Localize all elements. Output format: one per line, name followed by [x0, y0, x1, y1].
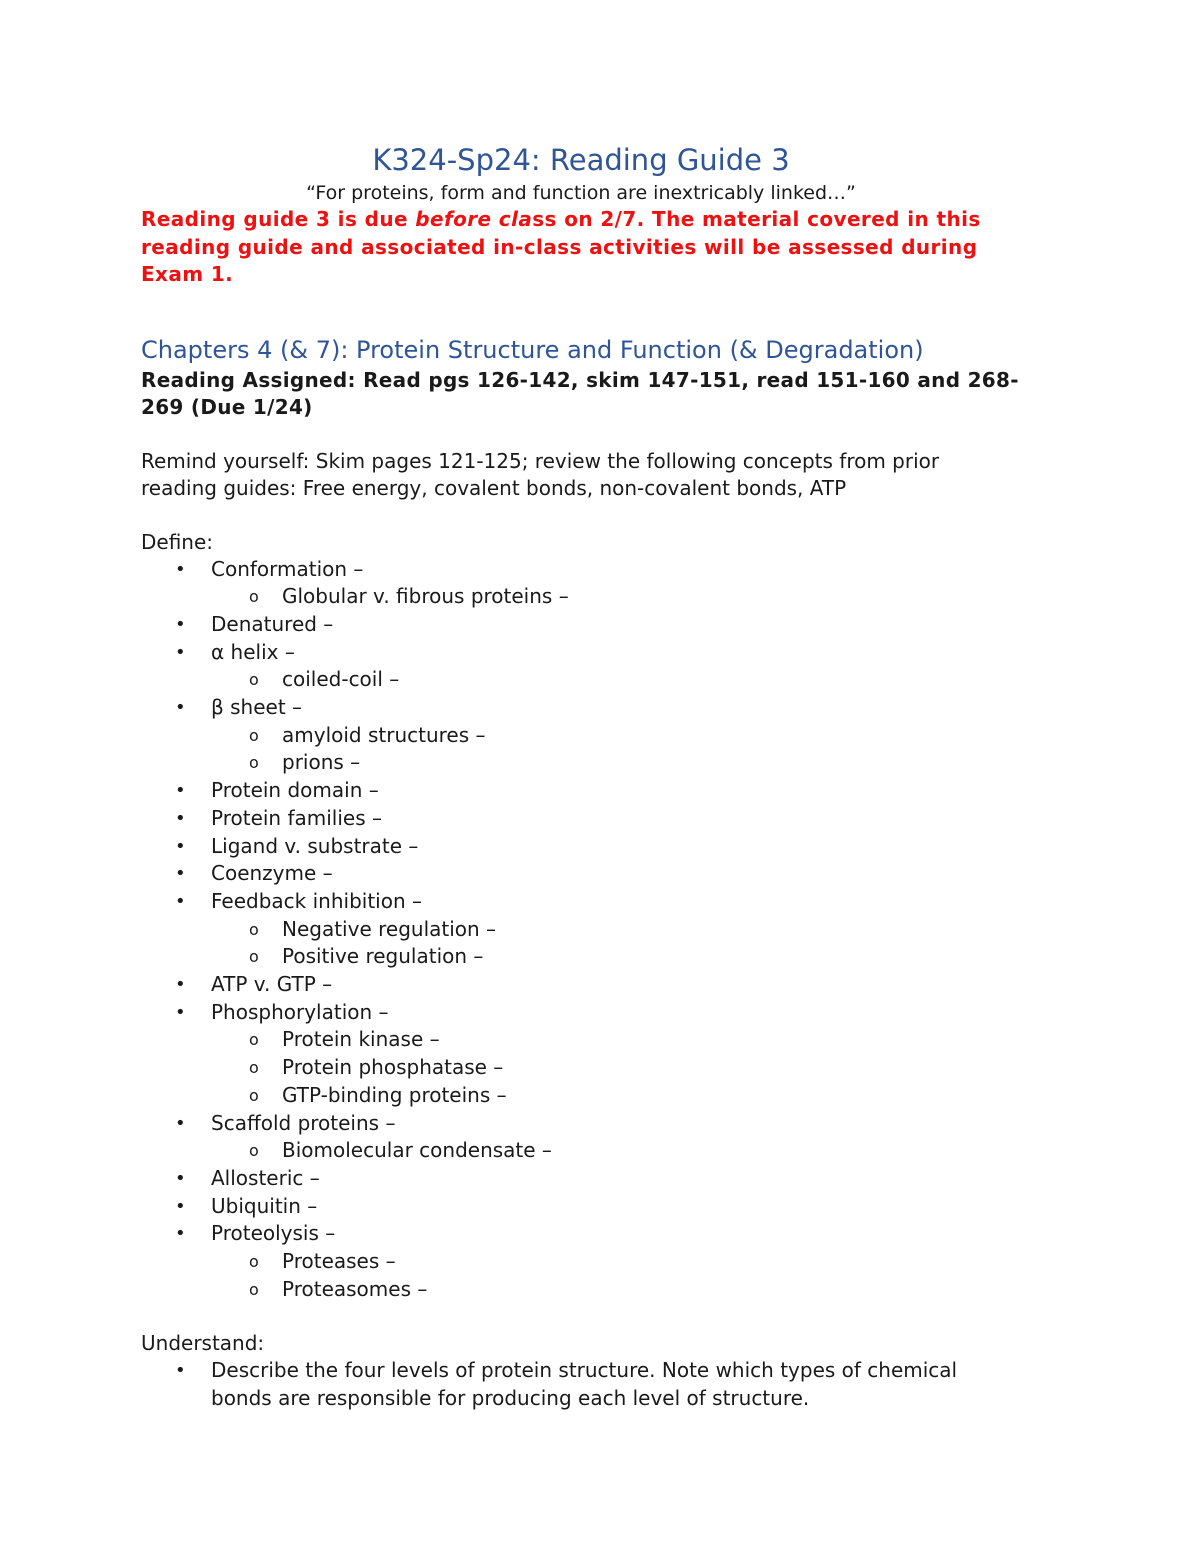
- remind-yourself: Remind yourself: Skim pages 121-125; review the following concepts from prior reading guides: Free energy, covalent bonds, non-covalent bonds, ATP: [141, 448, 940, 500]
- define-term: Coenzyme –: [211, 861, 333, 886]
- sub-bullet-icon: o: [249, 1058, 259, 1078]
- sub-bullet-icon: o: [249, 753, 259, 773]
- define-subterm: Protein kinase –: [282, 1027, 440, 1052]
- define-subterm: Positive regulation –: [282, 944, 484, 969]
- define-subterm: amyloid structures –: [282, 722, 486, 747]
- reading-assigned: Reading Assigned: Read pgs 126-142, skim 147-151, read 151-160 and 268-269 (Due 1/24): [141, 367, 1019, 419]
- define-item: [141, 1110, 1021, 1165]
- due-note-emphasis: before cla: [415, 207, 533, 231]
- understand-text: Describe the four levels of protein structure. Note which types of chemical bonds are responsible for producing each level of structure.: [211, 1358, 958, 1411]
- bullet-icon: •: [175, 974, 186, 996]
- define-subitem: [141, 666, 1021, 694]
- understand-list: [141, 1357, 1021, 1412]
- define-term: ATP v. GTP –: [211, 972, 333, 997]
- document-page: [141, 140, 1021, 1413]
- sub-bullet-icon: o: [249, 587, 259, 607]
- define-term: Proteolysis –: [211, 1221, 336, 1246]
- define-term: α helix –: [211, 639, 295, 664]
- bullet-icon: •: [175, 1112, 186, 1134]
- define-term: Feedback inhibition –: [211, 888, 422, 913]
- bullet-icon: •: [175, 780, 186, 802]
- define-subitem: [141, 1054, 1021, 1082]
- bullet-icon: •: [175, 697, 186, 719]
- define-sublist: [211, 1248, 1021, 1303]
- due-note-part2: ss on 2/7. The material covered in this reading guide and associated in-class activities will be assessed during Exam 1.: [141, 207, 981, 286]
- due-date-notice: [141, 206, 1021, 289]
- sub-bullet-icon: o: [249, 670, 259, 690]
- define-sublist: [211, 1137, 1021, 1165]
- due-note-part1: Reading guide 3 is due: [141, 207, 416, 231]
- define-subitem: [141, 1248, 1021, 1276]
- define-subitem: [141, 943, 1021, 971]
- bullet-icon: •: [175, 613, 186, 635]
- define-term: Allosteric –: [211, 1165, 320, 1190]
- define-subterm: Proteasomes –: [282, 1276, 428, 1301]
- define-term: Scaffold proteins –: [211, 1110, 396, 1135]
- define-subterm: GTP-binding proteins –: [282, 1082, 507, 1107]
- define-subitem: [141, 1276, 1021, 1304]
- define-item: [141, 694, 1021, 777]
- define-item: [141, 556, 1021, 611]
- define-term: β sheet –: [211, 695, 303, 720]
- bullet-icon: •: [175, 558, 186, 580]
- define-term: Protein domain –: [211, 778, 379, 803]
- define-item: [141, 860, 1021, 888]
- define-subitem: [141, 1026, 1021, 1054]
- sub-bullet-icon: o: [249, 725, 259, 745]
- bullet-icon: •: [175, 890, 186, 912]
- define-item: [141, 805, 1021, 833]
- bullet-icon: •: [175, 1223, 186, 1245]
- define-sublist: [211, 583, 1021, 611]
- define-sublist: [211, 1026, 1021, 1109]
- bullet-icon: •: [175, 641, 186, 663]
- bullet-icon: •: [175, 1167, 186, 1189]
- define-item: [141, 888, 1021, 971]
- define-subitem: [141, 1137, 1021, 1165]
- define-term: Denatured –: [211, 611, 334, 636]
- bullet-icon: •: [175, 1195, 186, 1217]
- define-subitem: [141, 1082, 1021, 1110]
- define-subterm: Negative regulation –: [282, 916, 497, 941]
- define-list: [141, 556, 1021, 1304]
- define-item: [141, 833, 1021, 861]
- sub-bullet-icon: o: [249, 919, 259, 939]
- define-term: Conformation –: [211, 556, 364, 581]
- define-term: Ubiquitin –: [211, 1193, 318, 1218]
- sub-bullet-icon: o: [249, 1030, 259, 1050]
- bullet-icon: •: [175, 835, 186, 857]
- define-item: [141, 1220, 1021, 1303]
- define-item: [141, 611, 1021, 639]
- define-item: [141, 639, 1021, 694]
- define-subterm: Protein phosphatase –: [282, 1055, 504, 1080]
- define-item: [141, 1193, 1021, 1221]
- define-subitem: [141, 722, 1021, 750]
- chapter-heading: Chapters 4 (& 7): Protein Structure and Function (& Degradation): [141, 335, 924, 364]
- define-subterm: Globular v. fibrous proteins –: [282, 584, 569, 609]
- bullet-icon: •: [175, 1360, 186, 1382]
- define-item: [141, 1165, 1021, 1193]
- define-term: Phosphorylation –: [211, 999, 389, 1024]
- sub-bullet-icon: o: [249, 1252, 259, 1272]
- epigraph-quote: “For proteins, form and function are inextricably linked…”: [306, 182, 856, 204]
- define-subterm: Proteases –: [282, 1249, 396, 1274]
- bullet-icon: •: [175, 863, 186, 885]
- define-subitem: [141, 583, 1021, 611]
- define-sublist: [211, 722, 1021, 777]
- sub-bullet-icon: o: [249, 1085, 259, 1105]
- sub-bullet-icon: o: [249, 1141, 259, 1161]
- define-sublist: [211, 666, 1021, 694]
- define-subitem: [141, 749, 1021, 777]
- understand-label: Understand:: [141, 1331, 265, 1356]
- bullet-icon: •: [175, 1001, 186, 1023]
- sub-bullet-icon: o: [249, 1279, 259, 1299]
- define-term: Protein families –: [211, 805, 382, 830]
- define-subterm: Biomolecular condensate –: [282, 1138, 552, 1163]
- define-label: Define:: [141, 529, 214, 554]
- define-subitem: [141, 916, 1021, 944]
- define-term: Ligand v. substrate –: [211, 833, 419, 858]
- bullet-icon: •: [175, 807, 186, 829]
- define-item: [141, 971, 1021, 999]
- define-subterm: coiled-coil –: [282, 667, 400, 692]
- define-sublist: [211, 916, 1021, 971]
- define-subterm: prions –: [282, 750, 361, 775]
- document-title: K324-Sp24: Reading Guide 3: [372, 143, 790, 177]
- define-item: [141, 777, 1021, 805]
- define-item: [141, 999, 1021, 1110]
- sub-bullet-icon: o: [249, 947, 259, 967]
- understand-item: [141, 1357, 1021, 1412]
